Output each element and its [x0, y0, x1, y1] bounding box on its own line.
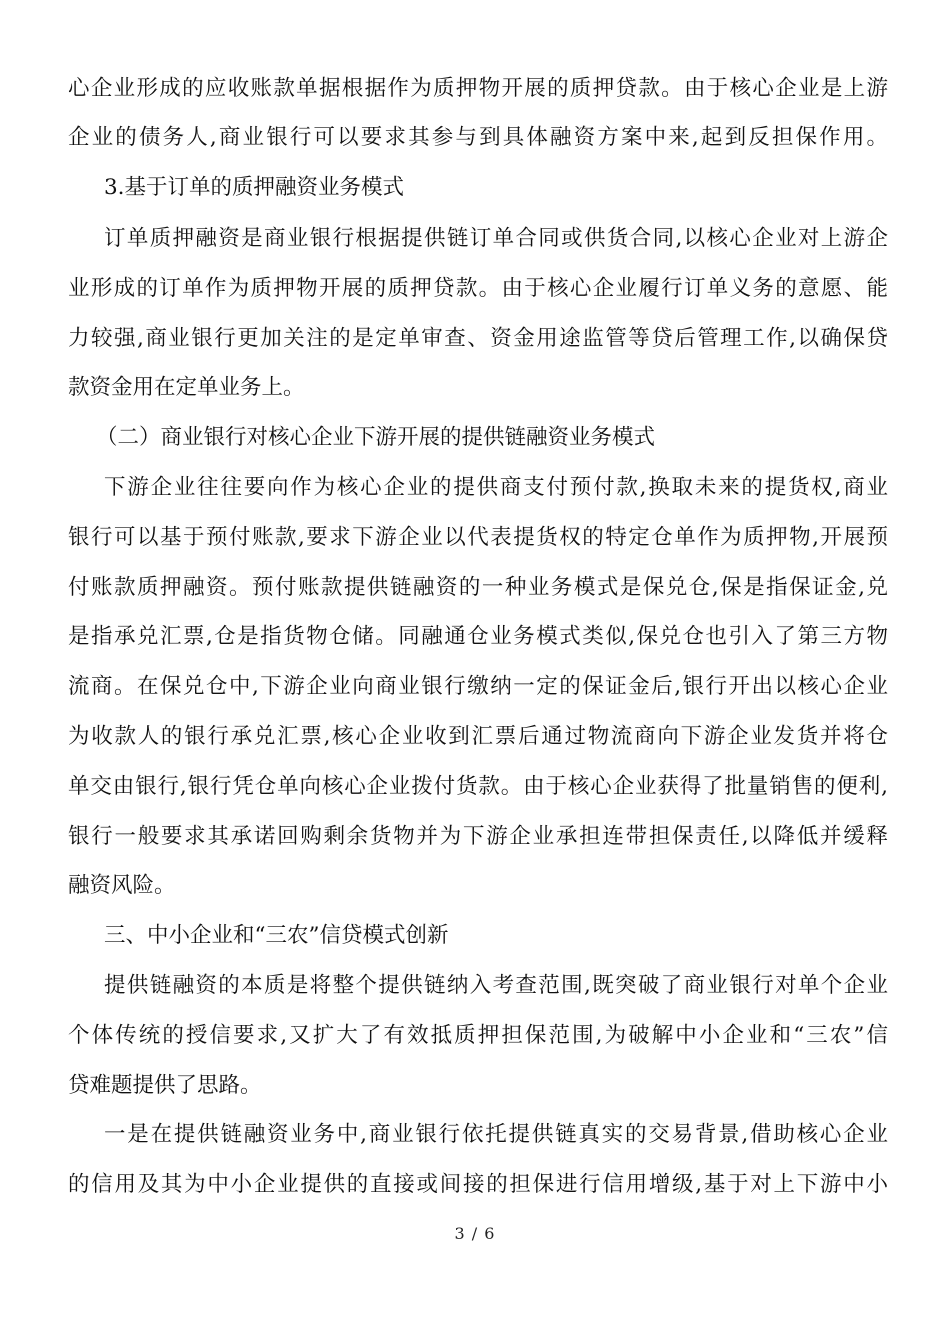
paragraph-line: 是指承兑汇票,仓是指货物仓储。同融通仓业务模式类似,保兑仓也引入了第三方物 — [68, 624, 888, 649]
paragraph-line: 订单质押融资是商业银行根据提供链订单合同或供货合同,以核心企业对上游企 — [104, 226, 888, 251]
paragraph-line: 款资金用在定单业务上。 — [68, 375, 305, 400]
page-number: 3 / 6 — [454, 1224, 496, 1243]
paragraph-line: 贷难题提供了思路。 — [68, 1073, 262, 1098]
section-heading: （二）商业银行对核心企业下游开展的提供链融资业务模式 — [96, 425, 656, 450]
paragraph-line: 的信用及其为中小企业提供的直接或间接的担保进行信用增级,基于对上下游中小 — [68, 1172, 888, 1197]
paragraph-line: 单交由银行,银行凭仓单向核心企业拨付货款。由于核心企业获得了批量销售的便利, — [68, 774, 888, 799]
paragraph-line: 一是在提供链融资业务中,商业银行依托提供链真实的交易背景,借助核心企业 — [104, 1122, 888, 1147]
paragraph-line: 银行可以基于预付账款,要求下游企业以代表提货权的特定仓单作为质押物,开展预 — [68, 525, 888, 550]
paragraph-line: 下游企业往往要向作为核心企业的提供商支付预付款,换取未来的提货权,商业 — [104, 475, 888, 500]
paragraph-line: 业形成的订单作为质押物开展的质押贷款。由于核心企业履行订单义务的意愿、能 — [68, 276, 888, 301]
paragraph-line: 力较强,商业银行更加关注的是定单审查、资金用途监管等贷后管理工作,以确保贷 — [68, 326, 888, 351]
paragraph-line: 融资风险。 — [68, 873, 176, 898]
paragraph-line: 心企业形成的应收账款单据根据作为质押物开展的质押贷款。由于核心企业是上游 — [68, 76, 888, 101]
paragraph-line: 付账款质押融资。预付账款提供链融资的一种业务模式是保兑仓,保是指保证金,兑 — [68, 575, 888, 600]
paragraph-line: 企业的债务人,商业银行可以要求其参与到具体融资方案中来,起到反担保作用。 — [68, 125, 888, 150]
paragraph-line: 提供链融资的本质是将整个提供链纳入考查范围,既突破了商业银行对单个企业 — [104, 973, 888, 998]
paragraph-line: 个体传统的授信要求,又扩大了有效抵质押担保范围,为破解中小企业和“三农”信 — [68, 1023, 888, 1048]
paragraph-line: 银行一般要求其承诺回购剩余货物并为下游企业承担连带担保责任,以降低并缓释 — [68, 824, 888, 849]
section-heading: 3.基于订单的质押融资业务模式 — [104, 175, 405, 200]
section-heading: 三、中小企业和“三农”信贷模式创新 — [104, 923, 449, 948]
paragraph-line: 流商。在保兑仓中,下游企业向商业银行缴纳一定的保证金后,银行开出以核心企业 — [68, 674, 888, 699]
paragraph-line: 为收款人的银行承兑汇票,核心企业收到汇票后通过物流商向下游企业发货并将仓 — [68, 724, 888, 749]
